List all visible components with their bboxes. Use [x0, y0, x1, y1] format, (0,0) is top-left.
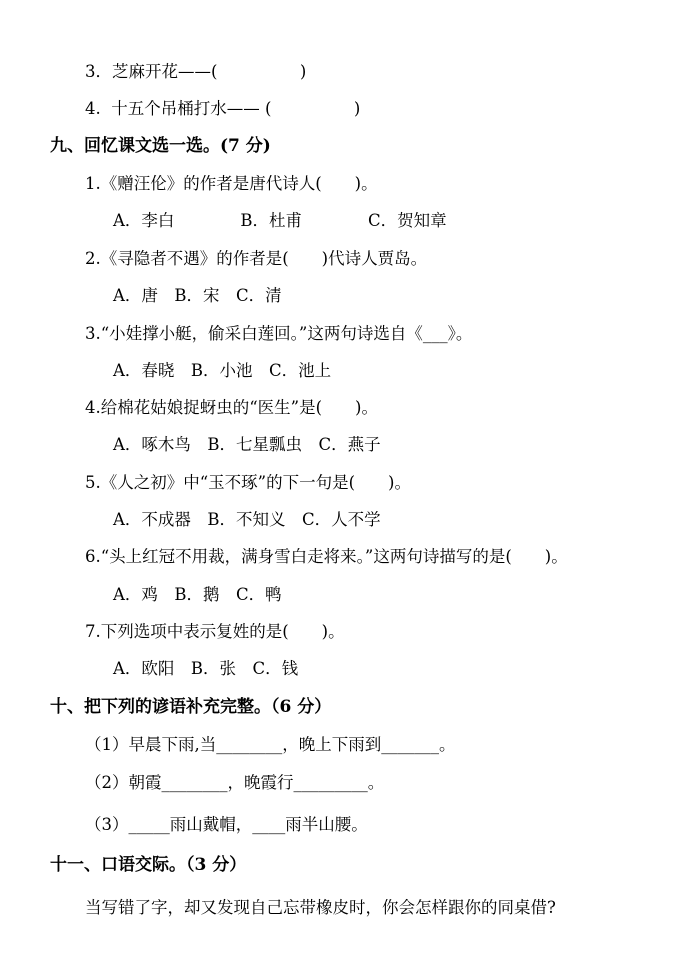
question-9-6: 6.“头上红冠不用裁，满身雪白走将来。”这两句诗描写的是( )。: [85, 547, 568, 566]
proverb-fill-2: （2）朝霞________，晚霞行_________。: [85, 773, 385, 792]
options-9-4: A．啄木鸟 B．七星瓢虫 C．燕子: [113, 435, 381, 454]
question-9-3: 3.“小娃撑小艇，偷采白莲回。”这两句诗选自《___》。: [85, 324, 473, 343]
question-9-1: 1.《赠汪伦》的作者是唐代诗人( )。: [85, 174, 378, 193]
question-9-7: 7.下列选项中表示复姓的是( )。: [85, 622, 345, 641]
section-10-heading: 十、把下列的谚语补充完整。（6 分）: [50, 697, 332, 717]
proverb-fill-3: （3）_____雨山戴帽，____雨半山腰。: [85, 815, 368, 834]
options-9-3: A．春晓 B．小池 C．池上: [113, 361, 332, 380]
question-9-2: 2.《寻隐者不遇》的作者是( )代诗人贾岛。: [85, 249, 428, 268]
proverb-fill-1: （1）早晨下雨,当________，晚上下雨到_______。: [85, 735, 456, 754]
question-9-4: 4.给棉花姑娘捉蚜虫的“医生”是( )。: [85, 398, 378, 417]
section-9-heading: 九、回忆课文选一选。(7 分): [50, 136, 271, 156]
proverb-item-3: 3．芝麻开花——( ): [85, 62, 307, 81]
options-9-5: A．不成器 B．不知义 C．人不学: [113, 510, 381, 529]
proverb-item-4: 4. 十五个吊桶打水—— ( ): [85, 99, 361, 118]
options-9-1: A．李白 B．杜甫 C．贺知章: [113, 211, 447, 230]
options-9-6: A．鸡 B．鹅 C．鸭: [113, 585, 282, 604]
options-9-7: A．欧阳 B．张 C．钱: [113, 659, 299, 678]
oral-communication-prompt: 当写错了字，却又发现自己忘带橡皮时，你会怎样跟你的同桌借?: [85, 898, 556, 917]
options-9-2: A．唐 B．宋 C．清: [113, 286, 282, 305]
question-9-5: 5.《人之初》中“玉不琢”的下一句是( )。: [85, 473, 411, 492]
section-11-heading: 十一、口语交际。（3 分）: [50, 855, 247, 875]
